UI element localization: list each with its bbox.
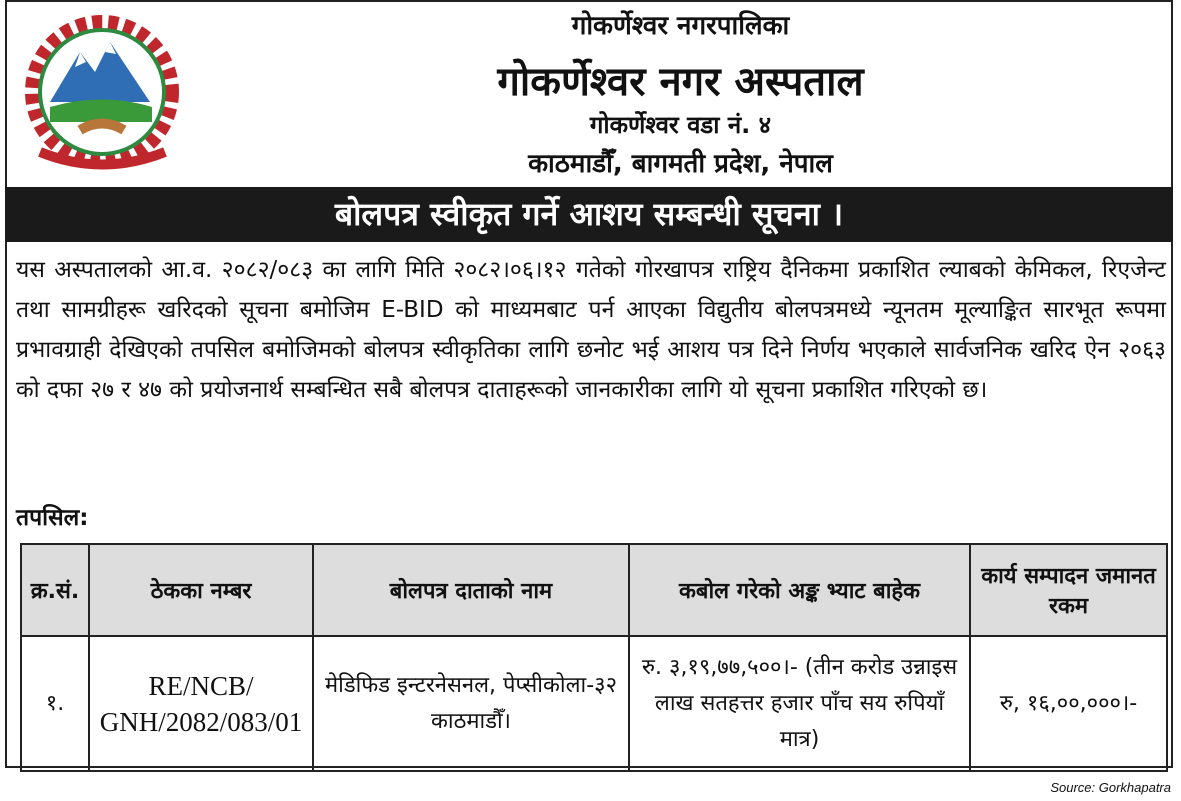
source-credit: Source: Gorkhapatra <box>1050 780 1171 795</box>
bid-table <box>20 543 1168 772</box>
address: काठमाडौँ, बागमती प्रदेश, नेपाल <box>528 149 833 179</box>
notice-body: यस अस्पतालको आ.व. २०८२/०८३ का लागि मिति २०८२।०६।१२ गतेको गोरखापत्र राष्ट्रिय दैनिकमा प्रकाशित ल्याबको केमिकल, रिएजेन्ट तथा सामग्रीहरू खरिदको सूचना बमोजिम E-BID को माध्यमबाट पर्न आएका विद्युतीय बोलपत्रमध्ये न्यूनतम मूल्याङ्कित सारभूत रूपमा प्रभावग्राही देखिएको तपसिल बमोजिमको बोलपत्र स्वीकृतिका लागि छनोट भई आशय पत्र दिने निर्णय भएकाले सार्वजनिक खरिद ऐन २०६३ को दफा २७ र ४७ को प्रयोजनार्थ सम्बन्धित सबै बोलपत्र दाताहरूको जानकारीका लागि यो सूचना प्रकाशित गरिएको छ। <box>16 257 1166 403</box>
hospital-name: गोकर्णेश्वर नगर अस्पताल <box>497 59 864 105</box>
col-bidder: बोलपत्र दाताको नाम <box>313 544 629 636</box>
col-performance-security: कार्य सम्पादन जमानत रकम <box>970 544 1167 636</box>
nepal-emblem-logo <box>20 12 185 177</box>
cell-serial: १. <box>21 636 89 771</box>
col-contract-no: ठेकका नम्बर <box>89 544 313 636</box>
table-row <box>21 636 1167 771</box>
col-serial: क्र.सं. <box>21 544 89 636</box>
table-header-row <box>21 544 1167 636</box>
municipality-name: गोकर्णेश्वर नगरपालिका <box>571 11 790 41</box>
cell-bid-amount: रु. ३,१९,७७,५००।- (तीन करोड उन्नाइस लाख सतहत्तर हजार पाँच सय रुपियाँ मात्र) <box>629 636 970 771</box>
cell-performance-security: रु, १६,००,०००।- <box>970 636 1167 771</box>
cell-contract-no: RE/NCB/ GNH/2082/083/01 <box>89 636 313 771</box>
cell-bidder: मेडिफिड इन्टरनेसनल, पेप्सीकोला-३२ काठमाडौँ। <box>313 636 629 771</box>
col-bid-amount: कबोल गरेको अङ्क भ्याट बाहेक <box>629 544 970 636</box>
ward-info: गोकर्णेश्वर वडा नं. ४ <box>589 111 772 139</box>
notice-title: बोलपत्र स्वीकृत गर्ने आशय सम्बन्धी सूचना । <box>5 187 1173 242</box>
schedule-label: तपसिल: <box>16 505 89 531</box>
